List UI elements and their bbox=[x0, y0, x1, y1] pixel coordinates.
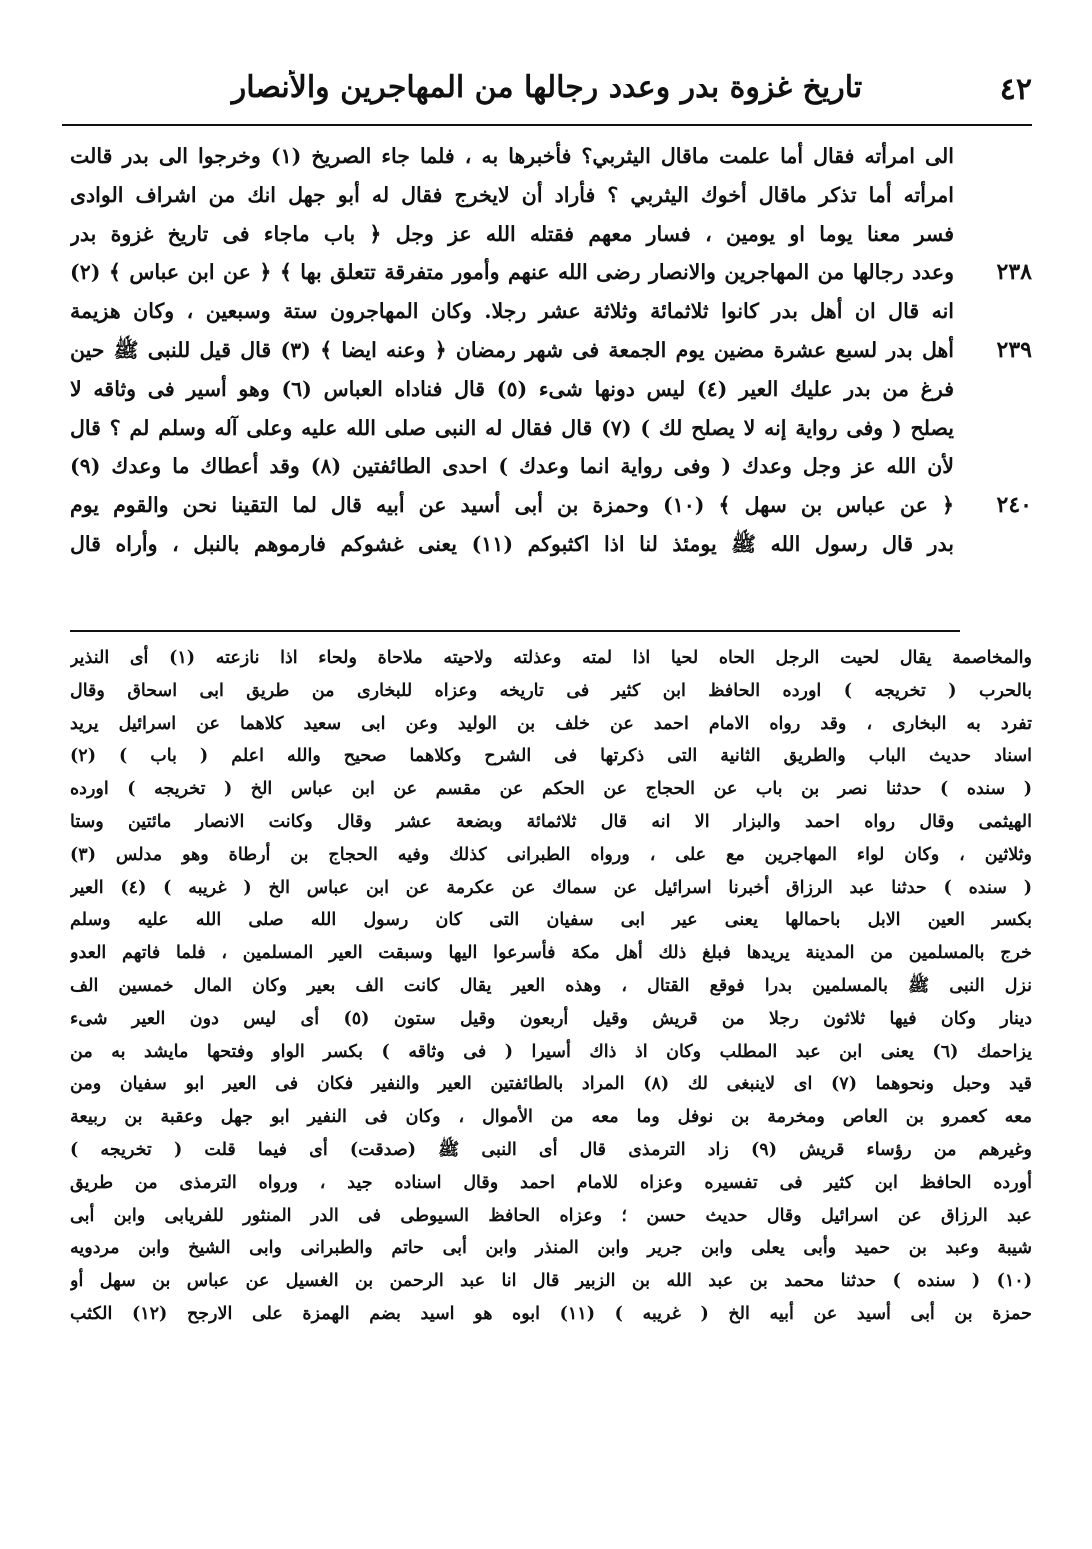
line-text: امرأته أما تذكر ماقال أخوك اليثربي ؟ فأراد أن لايخرج فقال له أبو جهل انك من اشراف الوادى bbox=[70, 182, 954, 207]
footnote-line: عبد الرزاق عن اسرائيل وقال حديث حسن ؛ وعزاه الحافظ السيوطى فى الدر المنثور للفريابى وابن أبى bbox=[70, 1205, 1032, 1226]
footnote-line: شيبة وعبد بن حميد وأبى يعلى وابن جرير وابن المنذر وابن أبى حاتم والطبرانى وابى الشيخ وابن مردويه bbox=[70, 1238, 1032, 1259]
hadith-number: ٢٤٠ bbox=[996, 492, 1032, 519]
footnote-line: يزاحمك (٦) يعنى ابن عبد المطلب وكان اذ ذاك أسيرا ( فى وثاقه ) بكسر الواو وفتحها مايشد به من bbox=[70, 1041, 1032, 1062]
header-rule bbox=[62, 124, 1032, 126]
line-text: ﴿ عن عباس بن سهل ﴾ (١٠) وحمزة بن أبى أسيد عن أبيه قال لما التقينا نحن والقوم يوم bbox=[70, 493, 954, 518]
footnote-line: أورده الحافظ ابن كثير فى تفسيره وعزاه للامام احمد وقال اسناده جيد ، ورواه الترمذى من طريق bbox=[70, 1172, 1032, 1193]
footnotes bbox=[70, 642, 1032, 1331]
text-line bbox=[70, 253, 1032, 292]
footnote-line: ( سنده ) حدثنا نصر بن باب عن الحجاج عن الحكم عن مقسم عن ابن عباس الخ ( تخريجه ) اورده bbox=[70, 779, 1032, 800]
text-line bbox=[70, 409, 1032, 448]
line-text: لأن الله عز وجل وعدك ( وفى رواية انما وعدك ) احدى الطائفتين (٨) وقد أعطاك ما وعدك (٩) bbox=[70, 454, 954, 479]
footnote-line: وغيرهم من رؤساء قريش (٩) زاد الترمذى قال أى النبى ﷺ (صدقت) أى فيما قلت ( تخريجه ) bbox=[70, 1139, 1032, 1160]
line-text: بدر قال رسول الله ﷺ يومئذ لنا اذا اكثبوكم (١١) يعنى غشوكم فارموهم بالنبل ، وأراه قال bbox=[70, 531, 954, 556]
footnote-divider bbox=[70, 630, 960, 632]
text-line bbox=[70, 370, 1032, 409]
line-text: وعدد رجالها من المهاجرين والانصار رضى الله عنهم وأمور متفرقة تتعلق بها ﴾ ﴿ عن ابن عباس ﴾ (٢) bbox=[70, 260, 954, 285]
line-text: فرغ من بدر عليك العير (٤) ليس دونها شىء (٥) قال فناداه العباس (٦) وهو أسير فى وثاقه لا bbox=[70, 376, 954, 401]
hadith-number: ٢٣٨ bbox=[996, 259, 1032, 286]
text-line bbox=[70, 292, 1032, 331]
footnote-line: معه كعمرو بن العاص ومخرمة بن نوفل وما معه من الأموال ، وكان فى النفير ابو جهل وعقبة بن ربيعة bbox=[70, 1107, 1032, 1128]
text-line bbox=[70, 176, 1032, 215]
text-line bbox=[70, 331, 1032, 370]
footnote-line: وثلاثين ، وكان لواء المهاجرين مع على ، ورواه الطبرانى كذلك وفيه الحجاج بن أرطاة وهو مدلس (٣) bbox=[70, 844, 1032, 865]
footnote-line: خرج بالمسلمين من المدينة يريدها فبلغ ذلك أهل مكة فأسرعوا اليها وسبقت العير المسلمين ، فلما فاتهم العدو bbox=[70, 943, 1032, 964]
footnote-line: حمزة بن أبى أسيد عن أبيه الخ ( غريبه ) (١١) ابوه هو اسيد بضم الهمزة على الارجح (١٢) الكثب bbox=[70, 1303, 1032, 1324]
page-number: ٤٢ bbox=[999, 72, 1032, 107]
footnote-line: والمخاصمة يقال لحيت الرجل الحاه لحيا اذا لمته وعذلته ولاحيته ملاحاة ولحاء اذا نازعته (١) أى النذير bbox=[70, 648, 1032, 668]
line-text: الى امرأته فقال أما علمت ماقال اليثربي؟ فأخبرها به ، فلما جاء الصريخ (١) وخرجوا الى بدر قالت bbox=[70, 144, 955, 168]
running-title: تاريخ غزوة بدر وعدد رجالها من المهاجرين والأنصار bbox=[231, 70, 863, 105]
line-text: فسر معنا يوما او يومين ، فسار معهم فقتله الله عز وجل ﴿ باب ماجاء فى تاريخ غزوة بدر bbox=[70, 221, 954, 246]
line-text: أهل بدر لسبع عشرة مضين يوم الجمعة فى شهر رمضان ﴿ وعنه ايضا ﴾ (٣) قال قيل للنبى ﷺ حين bbox=[70, 337, 954, 362]
main-text bbox=[70, 137, 1032, 564]
text-line bbox=[70, 486, 1032, 525]
line-text: انه قال ان أهل بدر كانوا ثلاثمائة وثلاثة عشر رجلا. وكان المهاجرون ستة وسبعين ، وكان هزيمة bbox=[70, 299, 954, 324]
footnote-line: (١٠) ( سنده ) حدثنا محمد بن عبد الله بن الزبير قال انا عبد الرحمن بن الغسيل عن عباس بن سهل أو bbox=[70, 1271, 1032, 1292]
footnote-line: قيد وحبل ونحوهما (٧) اى لاينبغى لك (٨) المراد بالطائفتين العير والنفير فكان فى العير ابو سفيان ومن bbox=[70, 1074, 1032, 1095]
footnote-line: اسناد حديث الباب والطريق الثانية التى ذكرتها فى الشرح وكلاهما صحيح والله اعلم ( باب ) (٢) bbox=[70, 746, 1032, 767]
text-line bbox=[70, 447, 1032, 486]
footnote-line: تفرد به البخارى ، وقد رواه الامام احمد عن خلف بن الوليد وعن ابى سعيد كلاهما عن اسرائيل يريد bbox=[70, 713, 1032, 734]
text-line bbox=[70, 525, 1032, 564]
text-line bbox=[70, 137, 1032, 176]
footnote-line: دينار وكان فيها ثلاثون رجلا من قريش وقيل أربعون وقيل ستون (٥) أى ليس دون العير شىء bbox=[70, 1008, 1032, 1029]
footnote-line: نزل النبى ﷺ بالمسلمين بدرا فوقع القتال ، وهذه العير يقال كانت الف بعير وكان المال خمسين الف bbox=[70, 975, 1032, 996]
line-text: يصلح ( وفى رواية إنه لا يصلح لك ) (٧) قال فقال له النبى صلى الله عليه وعلى آله وسلم لم ؟ قال bbox=[70, 415, 955, 440]
text-line bbox=[70, 215, 1032, 254]
hadith-number: ٢٣٩ bbox=[996, 336, 1032, 363]
footnote-line: بكسر العين الابل باحمالها يعنى عير ابى سفيان التى كان رسول الله صلى الله عليه وسلم bbox=[70, 910, 1032, 931]
page-header bbox=[62, 62, 1032, 124]
footnote-line: بالحرب ( تخريجه ) اورده الحافظ ابن كثير فى تاريخه وعزاه للبخارى من طريق ابى اسحاق وقال bbox=[70, 680, 1032, 701]
footnote-line: ( سنده ) حدثنا عبد الرزاق أخبرنا اسرائيل عن سماك عن عكرمة عن ابن عباس الخ ( غريبه ) (٤) العير bbox=[70, 877, 1032, 898]
footnote-line: الهيثمى وقال رواه احمد والبزار الا انه قال ثلاثمائة وبضعة عشر وقال وكانت الانصار مائتين وستا bbox=[70, 811, 1032, 832]
